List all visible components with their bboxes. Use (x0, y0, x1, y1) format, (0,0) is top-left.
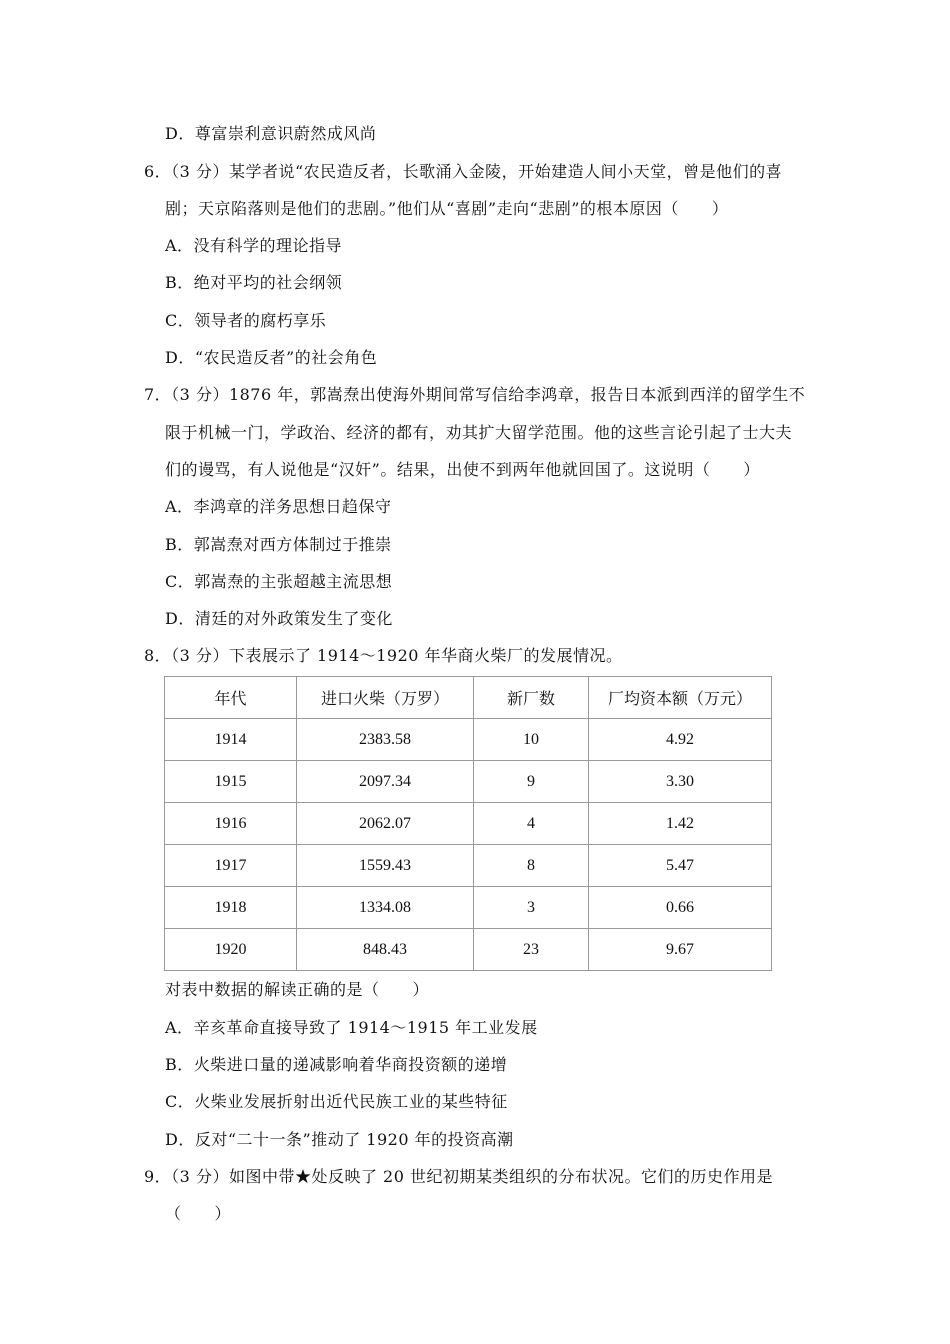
table-cell: 2383.58 (297, 719, 474, 761)
q8-question: 对表中数据的解读正确的是（ ） (165, 980, 430, 999)
table-cell: 9.67 (589, 929, 772, 971)
q6-option-c: C．领导者的腐朽享乐 (165, 311, 327, 330)
table-cell: 2062.07 (297, 803, 474, 845)
table-cell: 848.43 (297, 929, 474, 971)
table-header-cell: 新厂数 (474, 677, 589, 719)
table-cell: 9 (474, 761, 589, 803)
q6-stem-line2: 剧；天京陷落则是他们的悲剧。”他们从“喜剧”走向“悲剧”的根本原因（ ） (165, 199, 729, 218)
table-header-row (165, 677, 772, 719)
q8-option-d: D．反对“二十一条”推动了 1920 年的投资高潮 (165, 1130, 514, 1149)
table-cell: 1920 (165, 929, 297, 971)
q6-option-b: B．绝对平均的社会纲领 (165, 273, 343, 292)
q8-stem: 8．（3 分）下表展示了 1914～1920 年华商火柴厂的发展情况。 (144, 646, 623, 665)
table-cell: 1559.43 (297, 845, 474, 887)
table-row (165, 719, 772, 761)
q7-option-a: A．李鸿章的洋务思想日趋保守 (165, 497, 392, 516)
table-cell: 2097.34 (297, 761, 474, 803)
table-cell: 1.42 (589, 803, 772, 845)
q8-option-c: C．火柴业发展折射出近代民族工业的某些特征 (165, 1092, 508, 1111)
q7-stem-line2: 限于机械一门，学政治、经济的都有，劝其扩大留学范围。他的这些言论引起了士大夫 (165, 423, 793, 442)
table-cell: 1914 (165, 719, 297, 761)
table-row (165, 887, 772, 929)
table-cell: 1334.08 (297, 887, 474, 929)
table-row (165, 929, 772, 971)
table-cell: 4.92 (589, 719, 772, 761)
q8-option-b: B．火柴进口量的递减影响着华商投资额的递增 (165, 1055, 508, 1074)
table-cell: 10 (474, 719, 589, 761)
table-cell: 5.47 (589, 845, 772, 887)
table-row (165, 845, 772, 887)
q7-stem-line3: 们的谩骂，有人说他是“汉奸”。结果，出使不到两年他就回国了。这说明（ ） (165, 460, 760, 479)
q5-option-d: D．尊富崇利意识蔚然成风尚 (165, 124, 377, 143)
match-factory-table (164, 676, 772, 971)
table-header-cell: 进口火柴（万罗） (297, 677, 474, 719)
q9-stem-line1: 9．（3 分）如图中带★处反映了 20 世纪初期某类组织的分布状况。它们的历史作用是 (144, 1167, 773, 1186)
q7-option-d: D．清廷的对外政策发生了变化 (165, 609, 393, 628)
table-cell: 23 (474, 929, 589, 971)
table-row (165, 761, 772, 803)
q6-option-d: D．“农民造反者”的社会角色 (165, 348, 378, 367)
table-cell: 1916 (165, 803, 297, 845)
table-cell: 3 (474, 887, 589, 929)
q9-stem-line2: （ ） (165, 1204, 232, 1223)
table-cell: 0.66 (589, 887, 772, 929)
q7-option-c: C．郭嵩焘的主张超越主流思想 (165, 572, 393, 591)
table-cell: 1918 (165, 887, 297, 929)
q7-stem-line1: 7．（3 分）1876 年，郭嵩焘出使海外期间常写信给李鸿章，报告日本派到西洋的留学生不 (144, 385, 806, 404)
q6-option-a: A．没有科学的理论指导 (165, 236, 343, 255)
table-cell: 3.30 (589, 761, 772, 803)
table-cell: 1917 (165, 845, 297, 887)
table-cell: 1915 (165, 761, 297, 803)
q7-option-b: B．郭嵩焘对西方体制过于推崇 (165, 535, 392, 554)
table-row (165, 803, 772, 845)
table-header-cell: 厂均资本额（万元） (589, 677, 772, 719)
table-cell: 4 (474, 803, 589, 845)
table-cell: 8 (474, 845, 589, 887)
table-header-cell: 年代 (165, 677, 297, 719)
q8-option-a: A．辛亥革命直接导致了 1914～1915 年工业发展 (165, 1018, 538, 1037)
q6-stem-line1: 6．（3 分）某学者说“农民造反者，长歌涌入金陵，开始建造人间小天堂，曾是他们的喜 (144, 162, 783, 181)
